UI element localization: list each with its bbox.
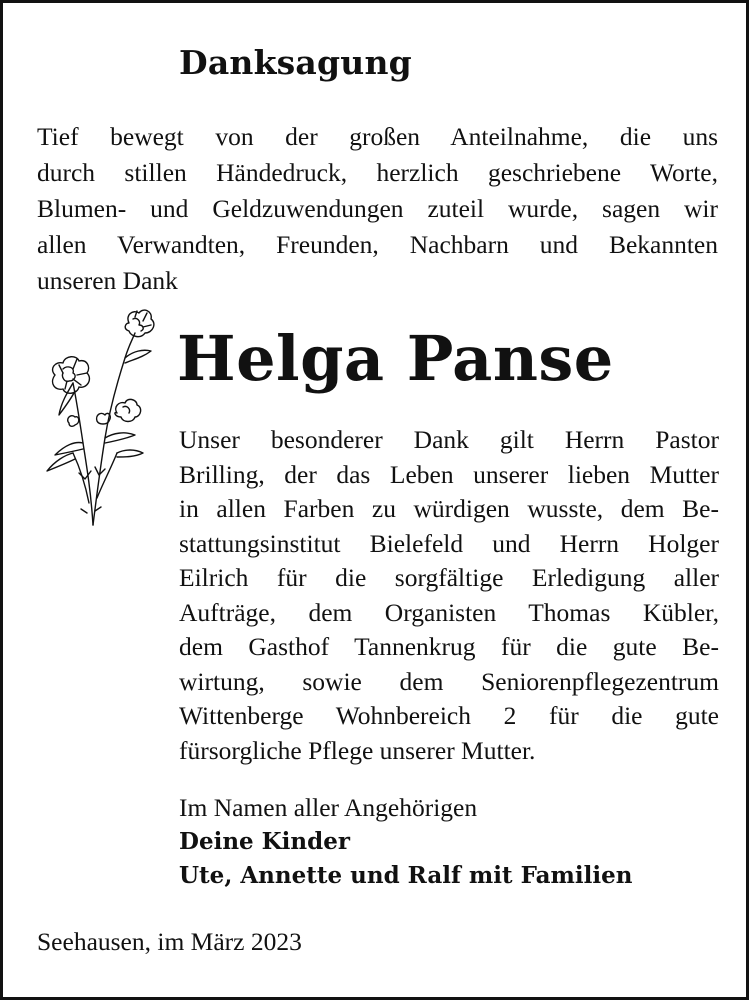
intro-line: allen Verwandten, Freunden, Nachbarn und Bekannten xyxy=(37,230,718,259)
signature-block xyxy=(179,791,632,893)
thanks-line: Wittenberge Wohnbereich 2 für die gute xyxy=(179,701,719,730)
intro-line: durch stillen Händedruck, herzlich geschriebene Worte, xyxy=(37,158,718,187)
thanks-line: Brilling, der das Leben unserer lieben Mutter xyxy=(179,459,719,489)
thanks-line: Eilrich für die sorgfältige Erledigung aller xyxy=(179,563,719,592)
intro-line: Tief bewegt von der großen Anteilnahme, die uns xyxy=(37,122,718,151)
carnation-drawing-icon xyxy=(25,303,160,528)
thanks-line: dem Gasthof Tannenkrug für die gute Be- xyxy=(179,632,719,661)
deceased-name: Helga Panse xyxy=(177,322,614,395)
thanks-line: Unser besonderer Dank gilt Herrn Pastor xyxy=(179,425,719,454)
thanks-text xyxy=(179,423,719,768)
place-date: Seehausen, im März 2023 xyxy=(37,927,302,956)
signature-intro: Im Namen aller Angehörigen xyxy=(179,793,478,822)
thanks-line: wirtung, sowie dem Seniorenpflegezentrum xyxy=(179,666,719,696)
intro-line: Blumen- und Geldzuwendungen zuteil wurde, sagen wir xyxy=(37,194,718,223)
thanks-line: fürsorgliche Pflege unserer Mutter. xyxy=(179,735,536,765)
signature-names: Ute, Annette und Ralf mit Familien xyxy=(179,862,633,889)
intro-text xyxy=(37,119,718,299)
thanks-line: stattungsinstitut Bielefeld und Herrn Holger xyxy=(179,528,719,558)
heading: Danksagung xyxy=(179,43,412,82)
thanks-line: in allen Farben zu würdigen wusste, dem Be- xyxy=(179,494,719,523)
signature-children: Deine Kinder xyxy=(179,828,350,855)
thanks-line: Aufträge, dem Organisten Thomas Kübler, xyxy=(179,597,719,627)
intro-line: unseren Dank xyxy=(37,266,178,295)
